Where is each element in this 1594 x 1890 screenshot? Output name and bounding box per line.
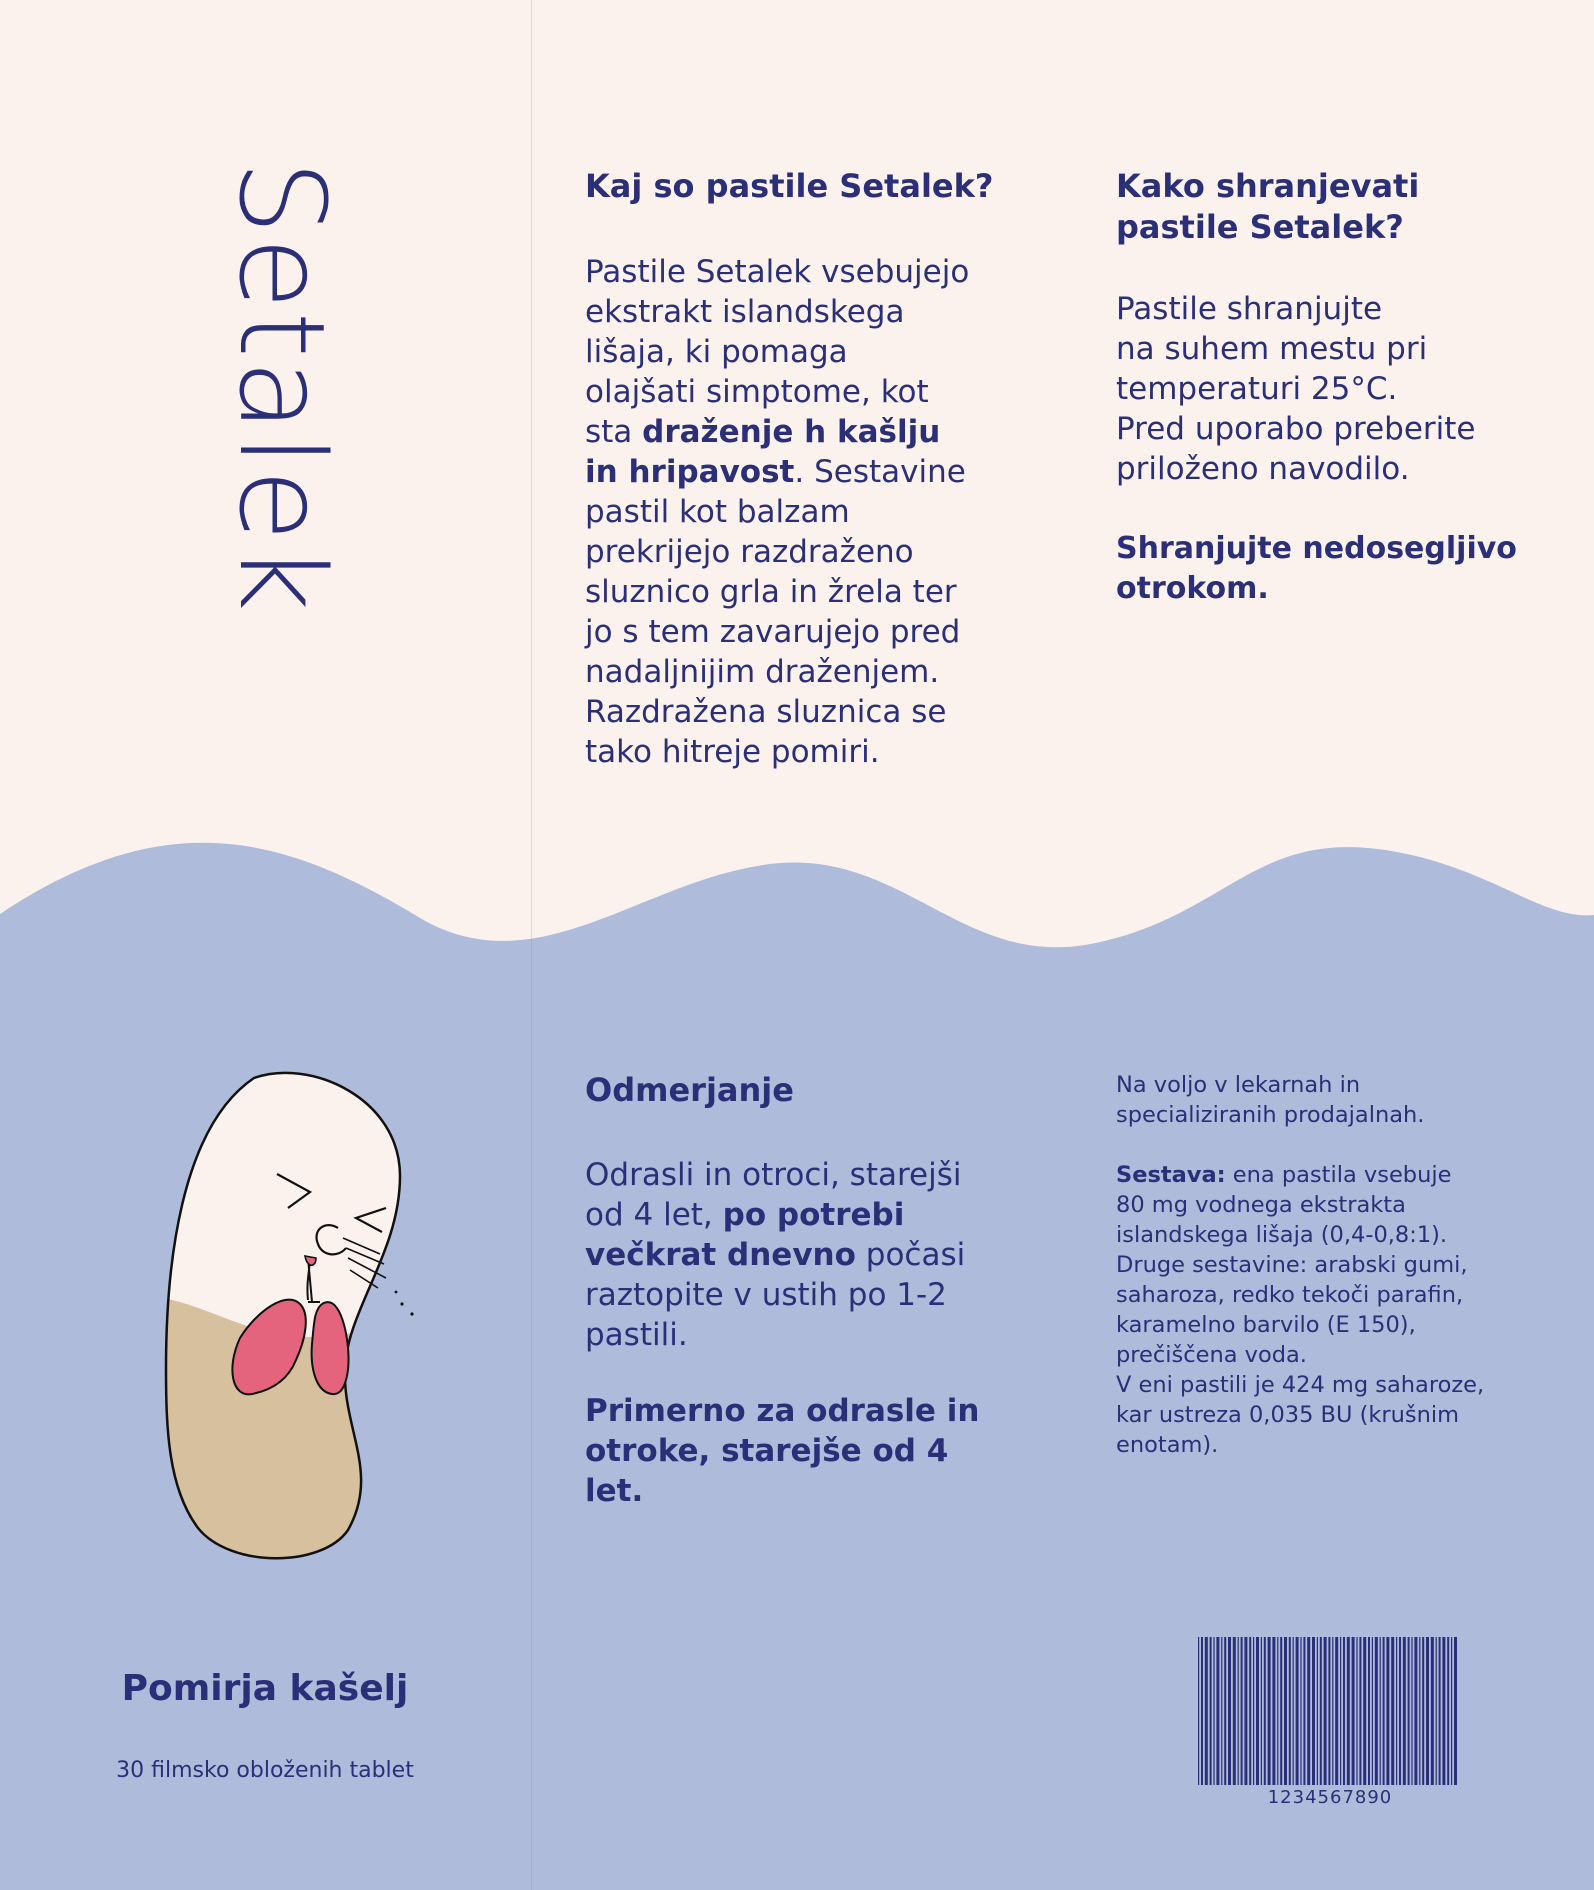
text-line — [585, 732, 1005, 772]
barcode-bar — [1359, 1637, 1361, 1785]
text-run: ena pastila vsebuje — [1225, 1162, 1452, 1188]
barcode-bar — [1447, 1637, 1449, 1785]
text-line — [585, 1155, 1015, 1195]
barcode-bar — [1201, 1637, 1203, 1785]
barcode-bar — [1422, 1637, 1424, 1785]
text-run: saharoza, redko tekoči parafin, — [1116, 1282, 1464, 1308]
text-line: Kako shranjevati — [1116, 167, 1420, 205]
text-run: olajšati simptome, kot — [585, 374, 929, 410]
barcode-bar — [1380, 1637, 1381, 1785]
barcode-bar — [1436, 1637, 1437, 1785]
text-line — [1116, 1430, 1556, 1460]
barcode-bar — [1426, 1637, 1429, 1785]
text-run: prekrijejo razdraženo — [585, 534, 914, 570]
text-run: karamelno barvilo (E 150), — [1116, 1312, 1416, 1338]
text-run: islandskega lišaja (0,4-0,8:1). — [1116, 1222, 1448, 1248]
availability-text — [1116, 1070, 1556, 1130]
text-line: na suhem mestu pri — [1116, 331, 1428, 367]
text-run: pastil kot balzam — [585, 494, 850, 530]
text-line: otroke, starejše od 4 let. — [585, 1433, 949, 1509]
text-line: Pred uporabo preberite — [1116, 411, 1476, 447]
text-line: Na voljo v lekarnah in — [1116, 1072, 1361, 1098]
text-line — [585, 372, 1005, 412]
barcode-bar — [1414, 1637, 1417, 1785]
text-line: pastile Setalek? — [1116, 208, 1404, 246]
barcode-bar — [1411, 1637, 1412, 1785]
text-line — [585, 652, 1005, 692]
panel-about — [585, 166, 1005, 772]
barcode-bar — [1213, 1637, 1214, 1785]
barcode-bar — [1363, 1637, 1366, 1785]
text-line: specializiranih prodajalnah. — [1116, 1102, 1425, 1128]
about-text — [585, 252, 1005, 772]
text-line — [1116, 1220, 1556, 1250]
text-run: Pastile Setalek vsebujejo — [585, 254, 970, 290]
text-line — [585, 452, 1005, 492]
barcode-bar — [1340, 1637, 1341, 1785]
bold-text: po potrebi — [722, 1197, 905, 1233]
storage-warning — [1116, 529, 1536, 609]
text-run: Odrasli in otroci, starejši — [585, 1157, 962, 1193]
barcode-bar — [1221, 1637, 1222, 1785]
barcode-bar — [1352, 1637, 1355, 1785]
text-line — [585, 252, 1005, 292]
barcode-bar — [1264, 1637, 1266, 1785]
barcode-bar — [1368, 1637, 1370, 1785]
brand-name-vertical: Setalek — [213, 160, 351, 614]
text-line — [585, 1315, 1015, 1355]
panel-storage — [1116, 166, 1536, 609]
text-line — [1116, 1160, 1556, 1190]
barcode-bar — [1284, 1637, 1287, 1785]
barcode-bar — [1293, 1637, 1294, 1785]
barcode-bar — [1228, 1637, 1231, 1785]
text-line — [585, 692, 1005, 732]
text-line — [585, 412, 1005, 452]
barcode-bar — [1408, 1637, 1410, 1785]
barcode-bar — [1268, 1637, 1271, 1785]
barcode-bar — [1386, 1637, 1389, 1785]
text-line — [585, 492, 1005, 532]
barcode-bar — [1335, 1637, 1338, 1785]
barcode-bar — [1372, 1637, 1373, 1785]
barcode-bar — [1454, 1637, 1457, 1785]
text-run: prečiščena voda. — [1116, 1342, 1307, 1368]
text-run: V eni pastili je 424 mg saharoze, — [1116, 1372, 1485, 1398]
text-run: Razdražena sluznica se — [585, 694, 947, 730]
text-run: enotam). — [1116, 1432, 1219, 1458]
text-line — [1116, 1310, 1556, 1340]
barcode-bar — [1289, 1637, 1291, 1785]
text-line — [1116, 1250, 1556, 1280]
text-run: kar ustreza 0,035 BU (krušnim — [1116, 1402, 1460, 1428]
barcode-bar — [1300, 1637, 1301, 1785]
text-line: temperaturi 25°C. — [1116, 371, 1398, 407]
text-run: tako hitreje pomiri. — [585, 734, 880, 770]
text-line — [585, 1235, 1015, 1275]
text-line — [1116, 1190, 1556, 1220]
bold-text: in hripavost — [585, 454, 795, 490]
barcode-bar — [1272, 1637, 1275, 1785]
dosage-suitable — [585, 1391, 1015, 1511]
text-run: sluznico grla in žrela ter — [585, 574, 957, 610]
text-line: priloženo navodilo. — [1116, 451, 1410, 487]
barcode-bar — [1233, 1637, 1236, 1785]
barcode-bar — [1277, 1637, 1278, 1785]
barcode-bar — [1403, 1637, 1406, 1785]
barcode-bar — [1261, 1637, 1262, 1785]
panel-info — [1116, 1070, 1556, 1460]
text-line — [585, 292, 1005, 332]
text-line — [585, 532, 1005, 572]
barcode-bar — [1256, 1637, 1259, 1785]
barcode-bar — [1312, 1637, 1315, 1785]
barcode-bar — [1396, 1637, 1397, 1785]
text-line — [1116, 1370, 1556, 1400]
barcode-bar — [1249, 1637, 1251, 1785]
dosage-heading: Odmerjanje — [585, 1071, 794, 1109]
barcode-bar — [1328, 1637, 1330, 1785]
storage-heading — [1116, 166, 1536, 248]
tablet-count: 30 filmsko obloženih tablet — [116, 1758, 414, 1783]
barcode-bar — [1391, 1637, 1394, 1785]
text-line — [585, 572, 1005, 612]
barcode — [1196, 1637, 1462, 1785]
barcode-number: 1234567890 — [1267, 1787, 1393, 1808]
barcode-bar — [1383, 1637, 1385, 1785]
barcode-bar — [1324, 1637, 1327, 1785]
barcode-bar — [1439, 1637, 1441, 1785]
barcode-bar — [1343, 1637, 1345, 1785]
barcode-bar — [1451, 1637, 1452, 1785]
text-line — [1116, 1340, 1556, 1370]
text-run: jo s tem zavarujejo pred — [585, 614, 961, 650]
barcode-bar — [1238, 1637, 1239, 1785]
fold-line — [531, 0, 532, 1890]
barcode-bar — [1320, 1637, 1322, 1785]
barcode-bar — [1347, 1637, 1350, 1785]
barcode-bar — [1375, 1637, 1378, 1785]
text-run: Druge sestavine: arabski gumi, — [1116, 1252, 1468, 1278]
barcode-bar — [1296, 1637, 1299, 1785]
barcode-bar — [1210, 1637, 1212, 1785]
barcode-bar — [1244, 1637, 1247, 1785]
text-run: počasi — [855, 1237, 966, 1273]
text-run: ekstrakt islandskega — [585, 294, 905, 330]
barcode-bar — [1280, 1637, 1282, 1785]
text-line — [585, 612, 1005, 652]
pill-character-with-lungs-icon — [160, 1068, 420, 1568]
ingredients-text — [1116, 1160, 1556, 1460]
text-line: Pastile shranjujte — [1116, 291, 1383, 327]
text-line — [585, 332, 1005, 372]
barcode-bar — [1198, 1637, 1199, 1785]
tagline: Pomirja kašelj — [121, 1668, 409, 1709]
barcode-bar — [1419, 1637, 1420, 1785]
dosage-text — [585, 1155, 1015, 1355]
text-line — [1116, 1280, 1556, 1310]
barcode-bar — [1399, 1637, 1401, 1785]
about-heading: Kaj so pastile Setalek? — [585, 167, 994, 205]
barcode-bar — [1216, 1637, 1219, 1785]
barcode-bar — [1307, 1637, 1310, 1785]
storage-text — [1116, 289, 1536, 489]
text-line: Shranjujte nedosegljivo — [1116, 531, 1517, 566]
text-run: lišaja, ki pomaga — [585, 334, 848, 370]
barcode-bar — [1442, 1637, 1445, 1785]
text-run: od 4 let, — [585, 1197, 723, 1233]
barcode-bar — [1241, 1637, 1243, 1785]
barcode-bar — [1431, 1637, 1434, 1785]
bold-text: Sestava: — [1116, 1162, 1226, 1188]
barcode-bar — [1303, 1637, 1305, 1785]
text-run: pastili. — [585, 1317, 688, 1353]
text-run: nadaljnijim draženjem. — [585, 654, 940, 690]
panel-dosage — [585, 1070, 1015, 1511]
barcode-bar — [1224, 1637, 1226, 1785]
text-line — [585, 1195, 1015, 1235]
text-run: 80 mg vodnega ekstrakta — [1116, 1192, 1406, 1218]
bold-text: večkrat dnevno — [585, 1237, 856, 1273]
text-run: sta — [585, 414, 643, 450]
bold-text: draženje h kašlju — [642, 414, 941, 450]
text-run: raztopite v ustih po 1-2 — [585, 1277, 947, 1313]
text-line — [1116, 1400, 1556, 1430]
barcode-bar — [1332, 1637, 1333, 1785]
text-line: Primerno za odrasle in — [585, 1393, 980, 1429]
barcode-bar — [1205, 1637, 1208, 1785]
text-line — [585, 1275, 1015, 1315]
text-run: . Sestavine — [794, 454, 966, 490]
barcode-bar — [1356, 1637, 1357, 1785]
text-line: otrokom. — [1116, 571, 1269, 606]
barcode-bar — [1317, 1637, 1318, 1785]
barcode-bar — [1253, 1637, 1254, 1785]
